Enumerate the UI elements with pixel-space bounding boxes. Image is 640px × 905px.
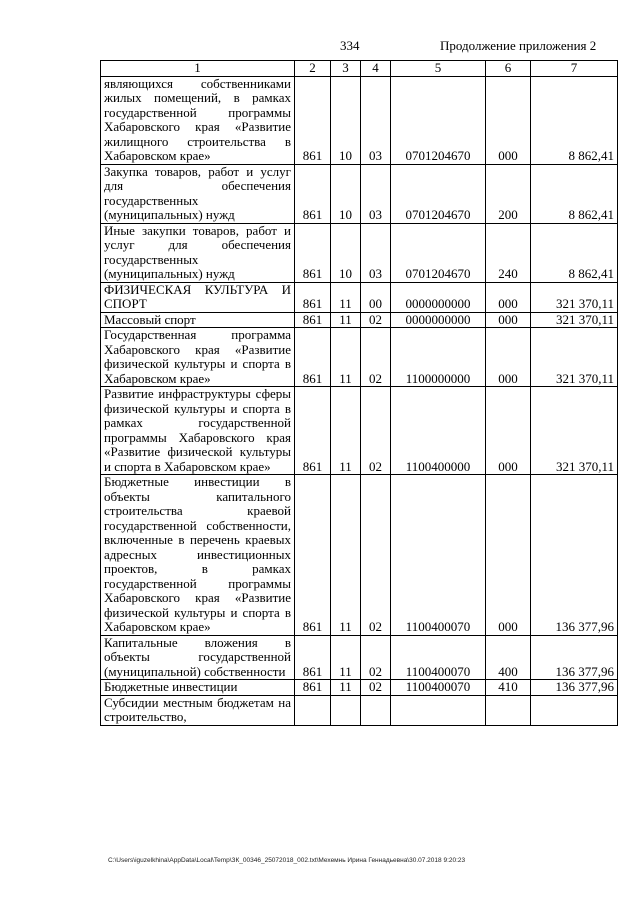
page-header [0,38,640,58]
continuation-label: Продолжение приложения 2 [440,38,597,53]
row-name: Развитие инфраструктуры сферы физической культуры и спорта в рамках государственной программы Хабаровского края «Развитие физической культуры и спорта в Хабаровском крае» [101,387,295,475]
cell-col6: 000 [486,328,531,387]
cell-amount: 321 370,11 [531,387,618,475]
cell-amount [531,695,618,725]
cell-amount: 136 377,96 [531,635,618,680]
cell-col5: 0000000000 [391,312,486,328]
row-name: Государственная программа Хабаровского края «Развитие физической культуры и спорта в Хабаровском крае» [101,328,295,387]
cell-col5: 1100400000 [391,387,486,475]
cell-col6: 000 [486,282,531,312]
cell-col4: 00 [361,282,391,312]
cell-amount: 136 377,96 [531,475,618,636]
table-row [101,164,618,223]
cell-col2 [295,695,331,725]
cell-amount: 321 370,11 [531,328,618,387]
cell-col6: 000 [486,76,531,164]
table-header-row [101,61,618,77]
cell-col2: 861 [295,164,331,223]
cell-col3: 11 [331,475,361,636]
cell-col2: 861 [295,635,331,680]
cell-col3: 11 [331,312,361,328]
cell-col2: 861 [295,680,331,696]
cell-col4: 03 [361,164,391,223]
cell-col2: 861 [295,76,331,164]
cell-col3: 10 [331,164,361,223]
table-row [101,328,618,387]
cell-col6: 400 [486,635,531,680]
cell-col3: 11 [331,328,361,387]
column-header: 2 [295,61,331,77]
column-header: 6 [486,61,531,77]
cell-col2: 861 [295,282,331,312]
cell-col4 [361,695,391,725]
cell-col6: 000 [486,312,531,328]
row-name: Закупка товаров, работ и услуг для обеспечения государственных (муниципальных) нужд [101,164,295,223]
table-row [101,387,618,475]
row-name: Иные закупки товаров, работ и услуг для обеспечения государственных (муниципальных) нужд [101,223,295,282]
budget-table [100,60,618,726]
cell-col4: 02 [361,312,391,328]
cell-col4: 02 [361,680,391,696]
cell-col5 [391,695,486,725]
cell-col5: 1100400070 [391,635,486,680]
cell-col5: 0701204670 [391,223,486,282]
row-name: Капитальные вложения в объекты государственной (муниципальной) собственности [101,635,295,680]
cell-col2: 861 [295,312,331,328]
cell-col2: 861 [295,475,331,636]
cell-col3: 11 [331,635,361,680]
column-header: 1 [101,61,295,77]
cell-col5: 0000000000 [391,282,486,312]
row-name: являющихся собственниками жилых помещений, в рамках государственной программы Хабаровского края «Развитие жилищного строительства в Хабаровском крае» [101,76,295,164]
table-row [101,282,618,312]
row-name: ФИЗИЧЕСКАЯ КУЛЬТУРА И СПОРТ [101,282,295,312]
cell-col6: 410 [486,680,531,696]
cell-amount: 321 370,11 [531,312,618,328]
cell-col4: 02 [361,635,391,680]
column-header: 3 [331,61,361,77]
table-row [101,635,618,680]
cell-col6: 000 [486,387,531,475]
row-name: Бюджетные инвестиции в объекты капитального строительства краевой государственной собственности, включенные в перечень краевых адресных инвестиционных проектов, в рамках государственной программы Хабаровского края «Развитие физической культуры и спорта в Хабаровском крае» [101,475,295,636]
cell-col2: 861 [295,328,331,387]
cell-amount: 8 862,41 [531,76,618,164]
table-row [101,475,618,636]
cell-col4: 03 [361,76,391,164]
cell-col2: 861 [295,387,331,475]
table-row [101,680,618,696]
cell-col6 [486,695,531,725]
column-header: 4 [361,61,391,77]
column-header: 7 [531,61,618,77]
cell-col3: 11 [331,282,361,312]
cell-col5: 1100400070 [391,475,486,636]
cell-amount: 136 377,96 [531,680,618,696]
cell-col5: 0701204670 [391,164,486,223]
cell-col4: 02 [361,475,391,636]
cell-col5: 0701204670 [391,76,486,164]
cell-col2: 861 [295,223,331,282]
cell-col6: 200 [486,164,531,223]
cell-amount: 321 370,11 [531,282,618,312]
cell-amount: 8 862,41 [531,164,618,223]
table-row [101,695,618,725]
cell-col6: 000 [486,475,531,636]
cell-col4: 03 [361,223,391,282]
row-name: Субсидии местным бюджетам на строительство, [101,695,295,725]
table-row [101,223,618,282]
page-number: 334 [340,38,360,53]
cell-col5: 1100400070 [391,680,486,696]
table-row [101,76,618,164]
cell-col3: 10 [331,76,361,164]
table-row [101,312,618,328]
row-name: Бюджетные инвестиции [101,680,295,696]
cell-col4: 02 [361,328,391,387]
cell-amount: 8 862,41 [531,223,618,282]
cell-col3: 11 [331,387,361,475]
cell-col3: 11 [331,680,361,696]
cell-col6: 240 [486,223,531,282]
cell-col3 [331,695,361,725]
column-header: 5 [391,61,486,77]
file-path-footer: C:\Users\iguzelkhina\AppData\Local\Temp\ЗК_00346_25072018_002.txt\Мехемнь Ирина Геннадьевна\30.07.2018 9:20:23 [108,857,466,864]
cell-col4: 02 [361,387,391,475]
cell-col3: 10 [331,223,361,282]
row-name: Массовый спорт [101,312,295,328]
cell-col5: 1100000000 [391,328,486,387]
